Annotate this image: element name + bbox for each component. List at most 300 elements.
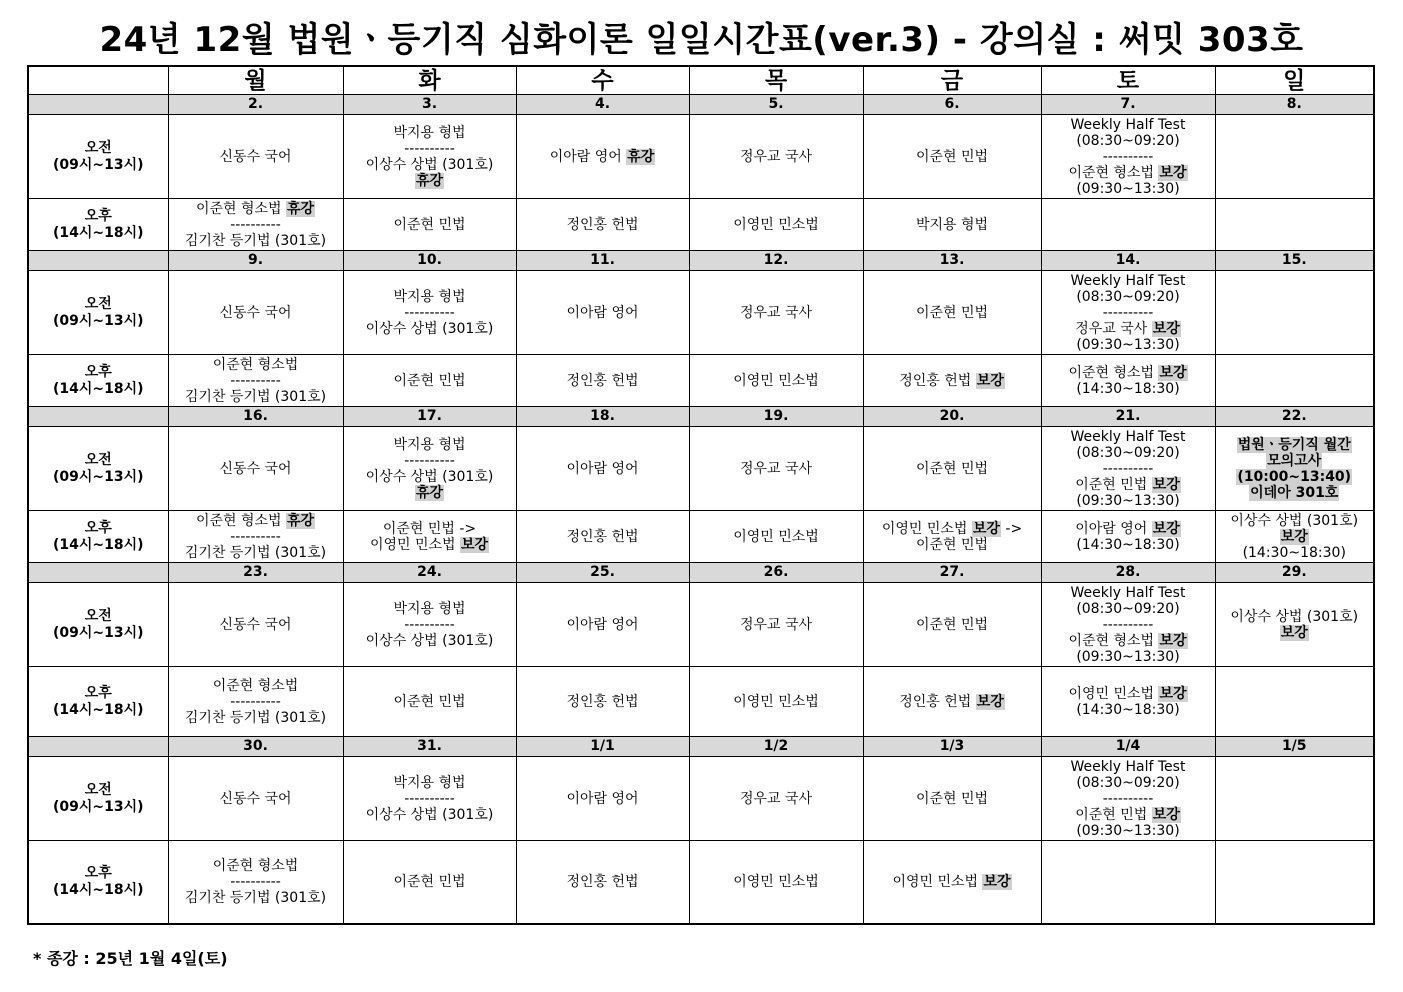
lecture-text: 김기찬 등기법 (301호): [184, 388, 327, 405]
lecture-line: [864, 694, 1041, 710]
lecture-line: [690, 149, 863, 165]
lecture-text: 김기찬 등기법 (301호): [184, 709, 327, 726]
lecture-text: 이영민 민소법: [733, 873, 819, 890]
date-cell: 26.: [689, 563, 863, 583]
lecture-text: 이영민 민소법: [733, 216, 819, 233]
status-badge: 보강: [1152, 520, 1180, 537]
lecture-text: ----------: [404, 790, 455, 807]
schedule-cell: [1215, 355, 1374, 407]
lecture-line: [517, 617, 689, 633]
schedule-cell: [689, 757, 863, 841]
lecture-text: 이준현 민법: [915, 304, 989, 321]
page-title: 24년 12월 법원ㆍ등기직 심화이론 일일시간표(ver.3) - 강의실 : 써밋 303호: [99, 20, 1304, 60]
date-cell: 24.: [343, 563, 516, 583]
schedule-cell: [516, 271, 689, 355]
schedule-cell: [1215, 583, 1374, 667]
lecture-line: [1042, 537, 1215, 553]
time-slot-label: [28, 757, 168, 841]
lecture-line: [864, 305, 1041, 321]
lecture-text: ----------: [1102, 790, 1154, 807]
lecture-line: [169, 389, 343, 405]
lecture-text: 이상수 상법 (301호): [365, 156, 494, 173]
schedule-cell: [168, 115, 343, 199]
status-badge: 이데아 301호: [1250, 484, 1339, 501]
lecture-text: ----------: [230, 528, 281, 545]
lecture-line: [690, 617, 863, 633]
lecture-line: [517, 217, 689, 233]
lecture-text: 정우교 국사: [739, 304, 813, 321]
lecture-text: 이상수 상법 (301호): [365, 806, 494, 823]
schedule-cell: [863, 667, 1041, 737]
date-cell: 16.: [168, 407, 343, 427]
lecture-line: [1216, 513, 1374, 529]
lecture-text: 정우교 국사: [739, 148, 813, 165]
lecture-text: 이준현 민법: [915, 536, 989, 553]
lecture-text: ----------: [404, 140, 455, 157]
schedule-cell: [689, 427, 863, 511]
time-slot-row: [28, 355, 1374, 407]
lecture-line: [344, 775, 516, 791]
lecture-text: 정인홍 헌법: [899, 693, 976, 710]
schedule-cell: [863, 841, 1041, 924]
status-badge: 보강: [1159, 632, 1187, 649]
lecture-line: [344, 694, 516, 710]
status-badge: 휴강: [627, 148, 655, 165]
schedule-cell: [516, 115, 689, 199]
lecture-line: [1042, 461, 1215, 477]
schedule-cell: [1041, 667, 1215, 737]
time-slot-row: [28, 511, 1374, 563]
schedule-cell: [1215, 271, 1374, 355]
schedule-cell: [516, 199, 689, 251]
day-header: 월: [168, 66, 343, 95]
time-slot-text: (14시~18시): [52, 380, 144, 397]
lecture-line: [169, 373, 343, 389]
time-slot-text: 오전: [84, 607, 112, 624]
schedule-cell: [343, 667, 516, 737]
lecture-text: (08:30~09:20): [1076, 444, 1180, 461]
lecture-line: [344, 437, 516, 453]
status-badge: 휴강: [286, 200, 315, 217]
schedule-cell: [168, 511, 343, 563]
lecture-text: (09:30~13:30): [1076, 492, 1180, 509]
schedule-cell: [168, 583, 343, 667]
date-row: [28, 407, 1374, 427]
lecture-line: [344, 141, 516, 157]
status-badge: 휴강: [286, 512, 315, 529]
lecture-line: [344, 125, 516, 141]
lecture-line: [1216, 609, 1374, 625]
schedule-cell: [1215, 427, 1374, 511]
schedule-cell: [516, 511, 689, 563]
time-slot-row: [28, 667, 1374, 737]
date-cell: 28.: [1041, 563, 1215, 583]
schedule-cell: [863, 511, 1041, 563]
lecture-text: ----------: [404, 452, 455, 469]
lecture-line: [344, 521, 516, 537]
schedule-cell: [1215, 667, 1374, 737]
status-badge: 보강: [1159, 164, 1187, 181]
schedule-cell: [863, 115, 1041, 199]
lecture-line: [1042, 493, 1215, 509]
schedule-cell: [1215, 757, 1374, 841]
time-slot-text: (09시~13시): [52, 468, 144, 485]
lecture-line: [344, 289, 516, 305]
schedule-cell: [343, 427, 516, 511]
schedule-cell: [168, 667, 343, 737]
lecture-line: [517, 529, 689, 545]
lecture-text: 정인홍 헌법: [566, 216, 639, 233]
lecture-line: [864, 791, 1041, 807]
lecture-text: (09:30~13:30): [1076, 822, 1180, 839]
schedule-cell: [1041, 841, 1215, 924]
time-slot-label: [28, 115, 168, 199]
lecture-line: [1042, 823, 1215, 839]
lecture-text: Weekly Half Test: [1070, 272, 1186, 289]
date-cell: 7.: [1041, 95, 1215, 115]
schedule-cell: [689, 355, 863, 407]
schedule-cell: [343, 583, 516, 667]
time-slot-text: 오후: [84, 684, 112, 701]
lecture-line: [344, 807, 516, 823]
lecture-line: [1042, 321, 1215, 337]
date-cell: 13.: [863, 251, 1041, 271]
lecture-line: [1042, 477, 1215, 493]
lecture-line: [169, 461, 343, 477]
status-badge: 모의고사: [1267, 452, 1322, 469]
lecture-line: [517, 373, 689, 389]
lecture-line: [1042, 649, 1215, 665]
lecture-text: 신동수 국어: [219, 148, 292, 165]
lecture-line: [1042, 775, 1215, 791]
time-slot-text: (09시~13시): [52, 624, 144, 641]
schedule-cell: [168, 757, 343, 841]
lecture-line: [1042, 429, 1215, 445]
lecture-text: 박지용 형법: [393, 124, 466, 141]
day-header: 토: [1041, 66, 1215, 95]
date-row-label: [28, 737, 168, 757]
schedule-cell: [1215, 511, 1374, 563]
status-badge: 보강: [1280, 624, 1308, 641]
time-slot-row: [28, 841, 1374, 924]
lecture-line: [690, 305, 863, 321]
lecture-line: [1042, 381, 1215, 397]
schedule-cell: [168, 271, 343, 355]
schedule-cell: [1215, 115, 1374, 199]
lecture-text: 김기찬 등기법 (301호): [184, 889, 327, 906]
time-slot-text: 오후: [84, 207, 112, 224]
lecture-line: [344, 321, 516, 337]
date-cell: 31.: [343, 737, 516, 757]
time-slot-label: [28, 271, 168, 355]
lecture-text: (08:30~09:20): [1076, 600, 1180, 617]
schedule-cell: [1041, 583, 1215, 667]
schedule-cell: [863, 199, 1041, 251]
corner-cell: [28, 66, 168, 95]
status-badge: 휴강: [415, 172, 444, 189]
lecture-line: [1042, 305, 1215, 321]
lecture-text: 이준현 민법 ->: [382, 520, 477, 537]
day-header: 화: [343, 66, 516, 95]
lecture-text: 정인홍 헌법: [566, 873, 639, 890]
time-slot-label: [28, 427, 168, 511]
lecture-line: [169, 678, 343, 694]
schedule-cell: [863, 271, 1041, 355]
lecture-text: 이아람 영어: [549, 148, 627, 165]
lecture-text: 박지용 형법: [393, 774, 466, 791]
date-cell: 3.: [343, 95, 516, 115]
lecture-text: 이아람 영어: [1075, 520, 1152, 537]
date-row-label: [28, 251, 168, 271]
lecture-line: [169, 617, 343, 633]
lecture-line: [1042, 149, 1215, 165]
time-slot-text: (14시~18시): [52, 536, 144, 553]
time-slot-row: [28, 583, 1374, 667]
status-badge: 법원ㆍ등기직 월간: [1237, 436, 1351, 453]
lecture-line: [344, 485, 516, 501]
lecture-line: [169, 890, 343, 906]
date-cell: 14.: [1041, 251, 1215, 271]
time-slot-text: (14시~18시): [52, 881, 144, 898]
lecture-line: [169, 545, 343, 561]
lecture-text: ----------: [1102, 616, 1154, 633]
time-slot-label: [28, 199, 168, 251]
lecture-line: [169, 529, 343, 545]
date-cell: 1/3: [863, 737, 1041, 757]
lecture-text: 김기찬 등기법 (301호): [184, 544, 327, 561]
lecture-line: [344, 305, 516, 321]
schedule-cell: [689, 841, 863, 924]
lecture-line: [1042, 686, 1215, 702]
lecture-line: [1042, 702, 1215, 718]
schedule-cell: [1041, 511, 1215, 563]
status-badge: 보강: [1152, 476, 1180, 493]
lecture-line: [1042, 117, 1215, 133]
lecture-text: ----------: [1102, 304, 1154, 321]
schedule-cell: [516, 427, 689, 511]
lecture-line: [1042, 445, 1215, 461]
status-badge: 보강: [972, 520, 1000, 537]
date-cell: 6.: [863, 95, 1041, 115]
lecture-line: [517, 149, 689, 165]
lecture-text: 이준현 형소법: [212, 677, 299, 694]
lecture-text: 이준현 민법: [915, 790, 989, 807]
time-slot-row: [28, 427, 1374, 511]
time-slot-label: [28, 355, 168, 407]
time-slot-label: [28, 841, 168, 924]
schedule-cell: [168, 427, 343, 511]
lecture-line: [517, 305, 689, 321]
date-cell: 1/1: [516, 737, 689, 757]
time-slot-row: [28, 757, 1374, 841]
lecture-line: [1042, 791, 1215, 807]
lecture-text: 정우교 국사: [739, 460, 813, 477]
lecture-text: 이아람 영어: [566, 616, 639, 633]
lecture-text: 이준현 형소법: [212, 356, 299, 373]
lecture-text: 이준현 민법: [915, 616, 989, 633]
lecture-text: 신동수 국어: [219, 460, 292, 477]
date-cell: 23.: [168, 563, 343, 583]
time-slot-text: (14시~18시): [52, 224, 144, 241]
lecture-text: (09:30~13:30): [1076, 180, 1180, 197]
time-slot-text: (09시~13시): [52, 798, 144, 815]
lecture-line: [690, 874, 863, 890]
lecture-text: 이영민 민소법: [733, 372, 819, 389]
lecture-text: 이준현 형소법: [195, 200, 286, 217]
date-row-label: [28, 95, 168, 115]
time-slot-text: (09시~13시): [52, 156, 144, 173]
time-slot-text: 오전: [84, 139, 112, 156]
lecture-text: ----------: [230, 693, 281, 710]
lecture-text: 이상수 상법 (301호): [365, 632, 494, 649]
schedule-cell: [1215, 199, 1374, 251]
lecture-line: [864, 149, 1041, 165]
date-cell: 18.: [516, 407, 689, 427]
schedule-cell: [516, 583, 689, 667]
lecture-text: 이준현 형소법: [1068, 364, 1159, 381]
lecture-line: [1042, 601, 1215, 617]
date-row: [28, 95, 1374, 115]
schedule-cell: [168, 841, 343, 924]
lecture-line: [169, 874, 343, 890]
lecture-text: (08:30~09:20): [1076, 774, 1180, 791]
time-slot-label: [28, 583, 168, 667]
schedule-cell: [689, 667, 863, 737]
lecture-line: [344, 217, 516, 233]
lecture-line: [1042, 759, 1215, 775]
lecture-line: [690, 373, 863, 389]
time-slot-row: [28, 271, 1374, 355]
schedule-cell: [1215, 841, 1374, 924]
lecture-line: [864, 874, 1041, 890]
lecture-line: [169, 357, 343, 373]
lecture-text: 이준현 민법: [393, 372, 466, 389]
schedule-cell: [689, 271, 863, 355]
lecture-text: (14:30~18:30): [1076, 536, 1180, 553]
date-cell: 1/4: [1041, 737, 1215, 757]
lecture-text: 이준현 형소법: [195, 512, 286, 529]
day-header-row: [28, 66, 1374, 95]
lecture-text: 정인홍 헌법: [566, 693, 639, 710]
schedule-cell: [689, 511, 863, 563]
date-cell: 27.: [863, 563, 1041, 583]
time-slot-text: 오후: [84, 363, 112, 380]
lecture-line: [690, 694, 863, 710]
lecture-text: 김기찬 등기법 (301호): [184, 232, 327, 249]
lecture-line: [1216, 437, 1374, 453]
lecture-text: 이준현 민법: [915, 148, 989, 165]
schedule-cell: [343, 757, 516, 841]
lecture-text: Weekly Half Test: [1070, 584, 1186, 601]
lecture-text: 정인홍 헌법: [899, 372, 976, 389]
lecture-text: 이아람 영어: [566, 790, 639, 807]
lecture-line: [1216, 625, 1374, 641]
lecture-line: [864, 217, 1041, 233]
schedule-cell: [689, 115, 863, 199]
lecture-text: (14:30~18:30): [1242, 544, 1346, 561]
lecture-text: 박지용 형법: [393, 600, 466, 617]
lecture-line: [690, 529, 863, 545]
lecture-line: [517, 874, 689, 890]
lecture-text: 박지용 형법: [393, 288, 466, 305]
schedule-cell: [1041, 199, 1215, 251]
schedule-cell: [1041, 757, 1215, 841]
lecture-line: [1042, 365, 1215, 381]
schedule-cell: [1041, 355, 1215, 407]
lecture-text: 이준현 형소법: [212, 857, 299, 874]
lecture-line: [344, 617, 516, 633]
date-cell: 19.: [689, 407, 863, 427]
lecture-line: [1216, 469, 1374, 485]
lecture-line: [1216, 529, 1374, 545]
time-slot-text: 오후: [84, 864, 112, 881]
lecture-line: [864, 461, 1041, 477]
lecture-text: 이상수 상법 (301호): [1230, 512, 1359, 529]
lecture-line: [344, 633, 516, 649]
schedule-cell: [516, 841, 689, 924]
lecture-line: [344, 791, 516, 807]
schedule-cell: [516, 355, 689, 407]
lecture-line: [169, 217, 343, 233]
lecture-text: 이상수 상법 (301호): [365, 320, 494, 337]
lecture-line: [344, 373, 516, 389]
date-cell: 1/2: [689, 737, 863, 757]
status-badge: 휴강: [415, 484, 444, 501]
status-badge: 보강: [1152, 320, 1180, 337]
lecture-text: (08:30~09:20): [1076, 288, 1180, 305]
date-cell: 17.: [343, 407, 516, 427]
status-badge: 보강: [1159, 685, 1187, 702]
date-cell: 12.: [689, 251, 863, 271]
closing-date-note: * 종강 : 25년 1월 4일(토): [33, 949, 228, 968]
lecture-line: [864, 373, 1041, 389]
status-badge: 보강: [976, 693, 1004, 710]
schedule-cell: [343, 199, 516, 251]
lecture-line: [1042, 521, 1215, 537]
lecture-text: (14:30~18:30): [1076, 701, 1180, 718]
date-cell: 4.: [516, 95, 689, 115]
lecture-text: 이상수 상법 (301호): [1230, 608, 1359, 625]
date-cell: 25.: [516, 563, 689, 583]
status-badge: 보강: [983, 873, 1011, 890]
lecture-line: [169, 149, 343, 165]
lecture-text: 이준현 민법: [393, 873, 466, 890]
lecture-text: Weekly Half Test: [1070, 116, 1186, 133]
schedule-cell: [343, 841, 516, 924]
schedule-cell: [689, 583, 863, 667]
lecture-text: 이영민 민소법: [733, 528, 819, 545]
lecture-line: [169, 694, 343, 710]
lecture-line: [1216, 485, 1374, 501]
lecture-text: ----------: [404, 304, 455, 321]
lecture-line: [169, 201, 343, 217]
day-header: 금: [863, 66, 1041, 95]
schedule-cell: [343, 355, 516, 407]
status-badge: 보강: [1152, 806, 1180, 823]
lecture-text: 정우교 국사: [1075, 320, 1152, 337]
schedule-cell: [343, 511, 516, 563]
date-cell: 15.: [1215, 251, 1374, 271]
date-cell: 29.: [1215, 563, 1374, 583]
schedule-cell: [1041, 271, 1215, 355]
lecture-line: [169, 710, 343, 726]
lecture-text: ----------: [230, 873, 281, 890]
schedule-cell: [343, 115, 516, 199]
lecture-line: [1042, 133, 1215, 149]
lecture-text: 이아람 영어: [566, 304, 639, 321]
lecture-text: ----------: [1102, 460, 1154, 477]
date-cell: 1/5: [1215, 737, 1374, 757]
